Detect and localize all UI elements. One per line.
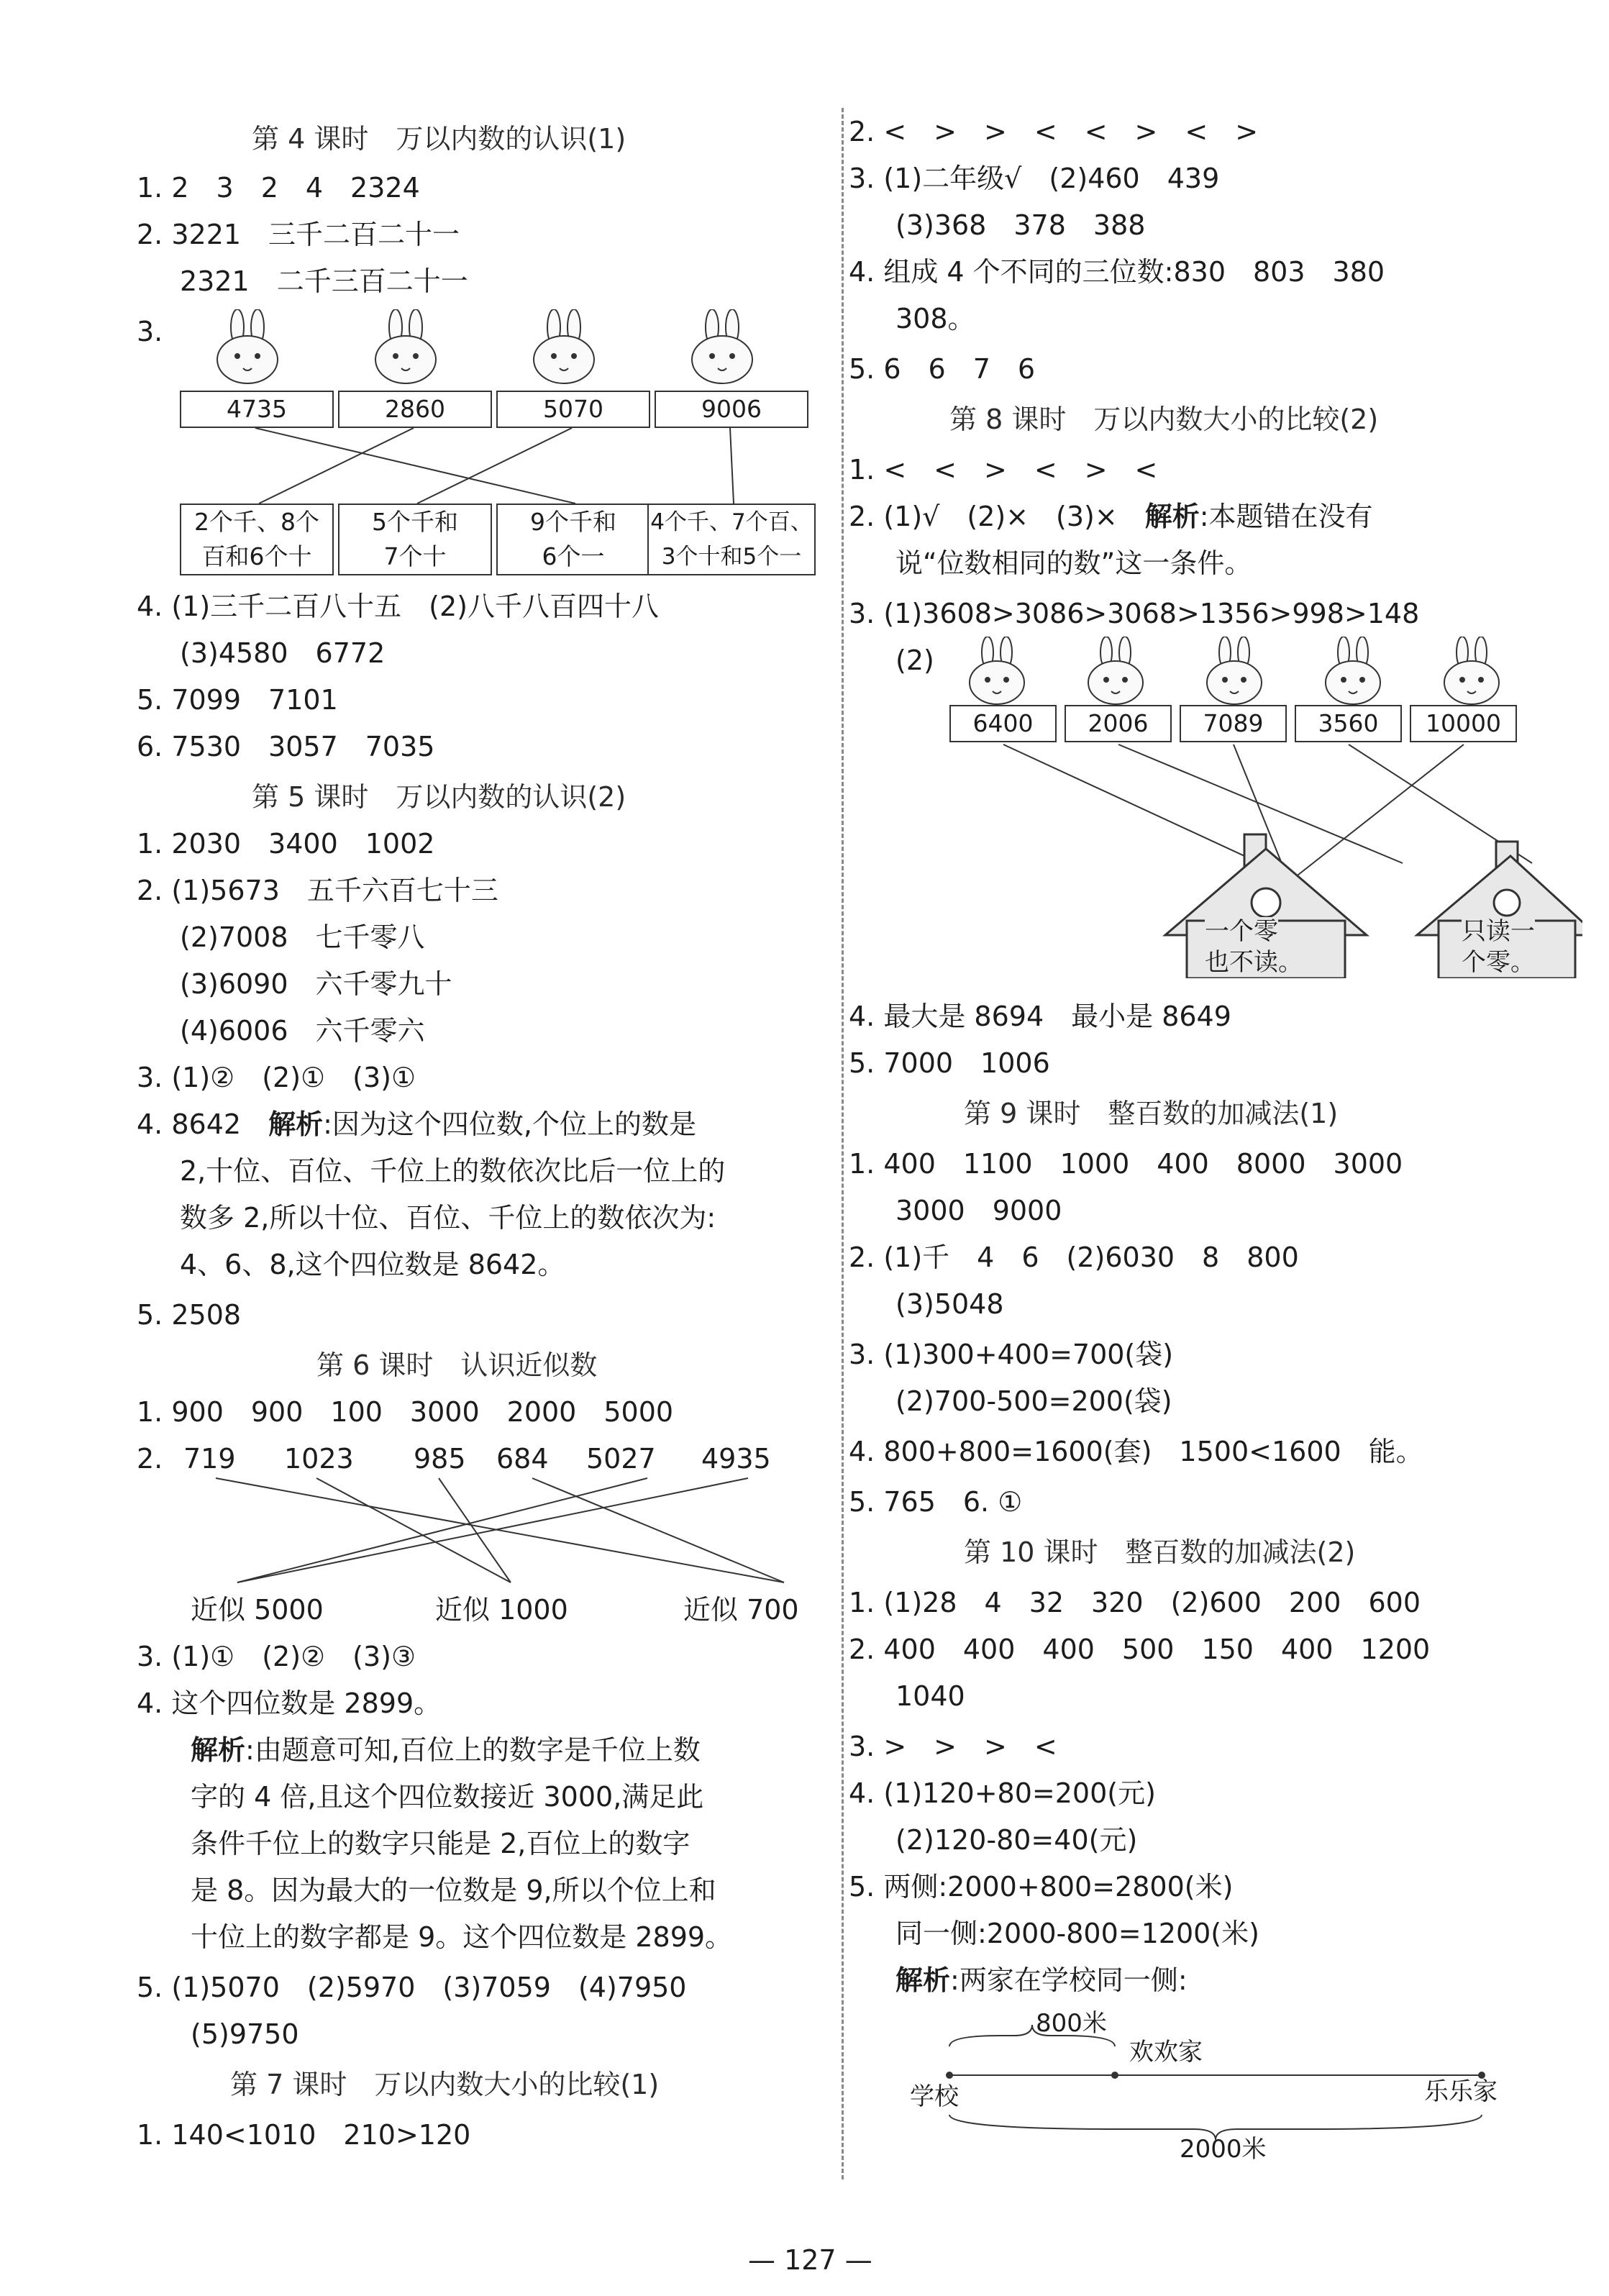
lesson6-title: 第 6 课时 认识近似数 <box>316 1349 598 1381</box>
l10-q5a: 5. 两侧:2000+800=2800(米) <box>849 1871 1234 1903</box>
l9-q3a: 3. (1)300+400=700(袋) <box>849 1339 1174 1370</box>
l6-num-985: 985 <box>414 1443 466 1475</box>
l4-desc3-line2: 6个一 <box>542 542 605 570</box>
l6-q5b: (5)9750 <box>191 2018 299 2050</box>
l6-num-684: 684 <box>496 1443 549 1475</box>
l9-q1b: 3000 9000 <box>895 1195 1062 1226</box>
l10-q4b: (2)120-80=40(元) <box>895 1824 1138 1856</box>
diagram-lele: 乐乐家 <box>1424 2077 1498 2106</box>
l7-q1: 1. 140<1010 210>120 <box>137 2119 471 2151</box>
l4-number-box-3: 5070 <box>496 391 650 428</box>
l10-q5-text: :两家在学校同一侧: <box>950 1964 1188 1996</box>
lesson9-title: 第 9 课时 整百数的加减法(1) <box>964 1098 1339 1129</box>
diagram-2000m: 2000米 <box>1180 2135 1267 2164</box>
l10-q1: 1. (1)28 4 32 320 (2)600 200 600 <box>849 1587 1421 1618</box>
l5-q1: 1. 2030 3400 1002 <box>137 828 435 860</box>
l5-q4d: 4、6、8,这个四位数是 8642。 <box>180 1249 565 1280</box>
l4-q6: 6. 7530 3057 7035 <box>137 731 435 762</box>
page-number: — 127 — <box>748 2244 872 2276</box>
l4-desc-box-1 <box>180 504 334 575</box>
l9-q4: 4. 800+800=1600(套) 1500<1600 能。 <box>849 1436 1423 1467</box>
l6-match-lines <box>180 1475 827 1590</box>
l4-q2a: 2. 3221 三千二百二十一 <box>137 219 460 250</box>
l4-desc-box-4 <box>647 504 816 575</box>
l6-q4b: 字的 4 倍,且这个四位数接近 3000,满足此 <box>191 1781 704 1813</box>
rabbit-icons-right <box>967 637 1600 709</box>
l10-q4a: 4. (1)120+80=200(元) <box>849 1777 1156 1809</box>
l4-desc-box-3 <box>496 504 650 575</box>
l4-number-box-4: 9006 <box>655 391 808 428</box>
diagram-school: 学校 <box>910 2082 959 2111</box>
house2-line2: 个零。 <box>1462 948 1535 977</box>
l7-q3a: 3. (1)二年级√ (2)460 439 <box>849 163 1220 194</box>
l5-q2c: (3)6090 六千零九十 <box>180 968 452 1000</box>
column-divider <box>842 108 844 2179</box>
rabbit-icons <box>216 309 921 388</box>
l4-desc3-line1: 9个千和 <box>530 508 616 536</box>
l4-desc4-line2: 3个十和5个一 <box>661 544 802 570</box>
l9-q2b: (3)5048 <box>895 1288 1004 1320</box>
l6-num-1023: 1023 <box>284 1443 354 1475</box>
l6-target-1000: 近似 1000 <box>435 1594 568 1626</box>
l5-q4 <box>137 1108 696 1141</box>
l8-number-box-1: 6400 <box>949 705 1057 742</box>
l4-number-box-2: 2860 <box>338 391 492 428</box>
l6-target-5000: 近似 5000 <box>191 1594 324 1626</box>
l5-q2d: (4)6006 六千零六 <box>180 1015 425 1047</box>
l7-q2: 2. < > > < < > < > <box>849 116 1259 147</box>
lesson7-title: 第 7 课时 万以内数大小的比较(1) <box>230 2069 660 2100</box>
l10-q2b: 1040 <box>895 1680 965 1712</box>
lesson5-title: 第 5 课时 万以内数的认识(2) <box>252 781 626 813</box>
l4-q1: 1. 2 3 2 4 2324 <box>137 172 420 204</box>
l10-q5b: 同一侧:2000-800=1200(米) <box>895 1918 1259 1949</box>
l10-q5c <box>895 1964 1188 1997</box>
l9-q1a: 1. 400 1100 1000 400 8000 3000 <box>849 1148 1403 1180</box>
l7-q4a: 4. 组成 4 个不同的三位数:830 803 380 <box>849 256 1385 288</box>
l7-q5: 5. 6 6 7 6 <box>849 353 1036 385</box>
l6-q1: 1. 900 900 100 3000 2000 5000 <box>137 1396 674 1428</box>
l5-q4-text-a: :因为这个四位数,个位上的数是 <box>323 1108 696 1140</box>
l8-q5: 5. 7000 1006 <box>849 1047 1050 1079</box>
l8-number-box-5: 10000 <box>1410 705 1517 742</box>
l5-q3: 3. (1)② (2)① (3)① <box>137 1062 416 1093</box>
l4-q4a: 4. (1)三千二百八十五 (2)八千八百四十八 <box>137 591 659 622</box>
l7-q3b: (3)368 378 388 <box>895 209 1146 241</box>
l5-q4c: 数多 2,所以十位、百位、千位上的数依次为: <box>180 1202 716 1234</box>
lesson4-title: 第 4 课时 万以内数的认识(1) <box>252 123 626 155</box>
l5-q4-label: 解析 <box>268 1108 324 1140</box>
l8-q2 <box>849 500 1373 533</box>
l8-q4: 4. 最大是 8694 最小是 8649 <box>849 1001 1231 1032</box>
l5-q2a: 2. (1)5673 五千六百七十三 <box>137 875 498 906</box>
l4-desc1-line1: 2个千、8个 <box>194 508 319 536</box>
l8-q2b: 说“位数相同的数”这一条件。 <box>895 547 1252 579</box>
l6-q5a: 5. (1)5070 (2)5970 (3)7059 (4)7950 <box>137 1972 687 2003</box>
l8-number-box-4: 3560 <box>1295 705 1402 742</box>
l9-q2a: 2. (1)千 4 6 (2)6030 8 800 <box>849 1242 1299 1273</box>
l6-q3: 3. (1)① (2)② (3)③ <box>137 1641 416 1672</box>
l4-q4b: (3)4580 6772 <box>180 637 386 669</box>
l4-desc2-line2: 7个十 <box>383 542 447 570</box>
l4-q3: 3. <box>137 316 163 347</box>
l4-match-lines <box>180 428 813 507</box>
l8-number-box-2: 2006 <box>1065 705 1172 742</box>
l4-q5: 5. 7099 7101 <box>137 684 338 716</box>
l8-number-box-3: 7089 <box>1180 705 1287 742</box>
l6-target-700: 近似 700 <box>683 1594 799 1626</box>
lesson8-title: 第 8 课时 万以内数大小的比较(2) <box>949 404 1379 435</box>
l6-q4c: 条件千位上的数字只能是 2,百位上的数字 <box>191 1828 690 1859</box>
house2-line1: 只读一 <box>1462 917 1535 946</box>
l6-q4a <box>191 1734 701 1767</box>
l10-q5-label: 解析 <box>895 1964 951 1996</box>
l10-q3: 3. > > > < <box>849 1731 1057 1762</box>
lesson10-title: 第 10 课时 整百数的加减法(2) <box>964 1536 1356 1568</box>
l5-q4-answer: 4. 8642 <box>137 1108 242 1140</box>
l9-q3b: (2)700-500=200(袋) <box>895 1385 1172 1417</box>
l5-q2b: (2)7008 七千零八 <box>180 921 425 953</box>
l8-q3a: 3. (1)3608>3086>3068>1356>998>148 <box>849 598 1420 629</box>
l6-q2-label: 2. <box>137 1443 163 1475</box>
l8-q3b: (2) <box>895 644 934 676</box>
l8-q1: 1. < < > < > < <box>849 454 1158 486</box>
l4-desc-box-2 <box>338 504 492 575</box>
l4-desc4-line1: 4个千、7个百、 <box>650 509 813 535</box>
l4-desc2-line1: 5个千和 <box>372 508 458 536</box>
l6-num-5027: 5027 <box>586 1443 656 1475</box>
l6-q4-label: 解析 <box>191 1734 246 1766</box>
l6-num-4935: 4935 <box>701 1443 771 1475</box>
l9-q5: 5. 765 6. ① <box>849 1486 1023 1518</box>
l8-q2-label: 解析 <box>1144 501 1200 532</box>
l6-q4-text-a: :由题意可知,百位上的数字是千位上数 <box>245 1734 701 1766</box>
l5-q4b: 2,十位、百位、千位上的数依次比后一位上的 <box>180 1155 726 1187</box>
diagram-800m: 800米 <box>1036 2009 1107 2038</box>
house1-line1: 一个零 <box>1205 917 1278 946</box>
l6-num-719: 719 <box>183 1443 236 1475</box>
house1-line2: 也不读。 <box>1205 948 1303 977</box>
l4-number-box-1: 4735 <box>180 391 334 428</box>
l4-q2b: 2321 二千三百二十一 <box>180 265 468 297</box>
l8-q2-text: :本题错在没有 <box>1199 501 1373 532</box>
l8-q2-answers: 2. (1)√ (2)× (3)× <box>849 501 1145 532</box>
l6-q4: 4. 这个四位数是 2899。 <box>137 1687 442 1719</box>
l6-q4d: 是 8。因为最大的一位数是 9,所以个位上和 <box>191 1874 716 1906</box>
l5-q5: 5. 2508 <box>137 1299 242 1331</box>
l10-q2a: 2. 400 400 400 500 150 400 1200 <box>849 1634 1431 1665</box>
l7-q4b: 308。 <box>895 303 975 334</box>
l6-q4e: 十位上的数字都是 9。这个四位数是 2899。 <box>191 1921 733 1953</box>
l4-desc1-line2: 百和6个十 <box>201 542 312 570</box>
diagram-huanhuan: 欢欢家 <box>1129 2038 1203 2067</box>
